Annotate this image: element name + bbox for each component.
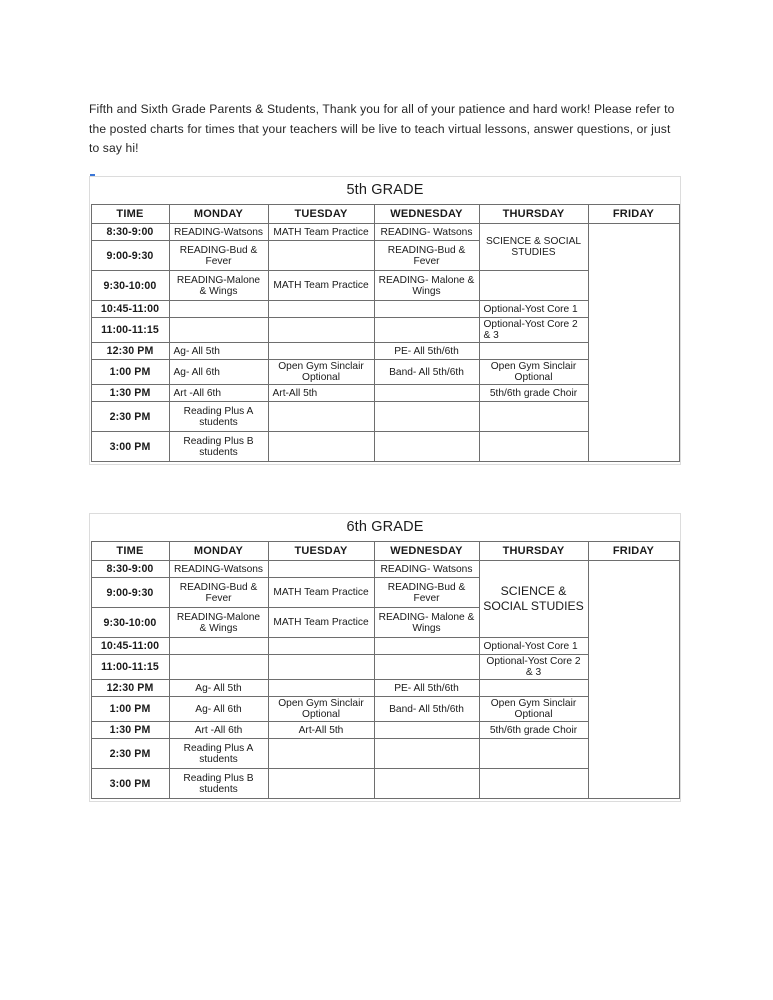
- cell-thu-8: [479, 402, 588, 432]
- cell-wed-7: [374, 722, 479, 739]
- cell-wed-9: [374, 769, 479, 799]
- cell-friday-empty: [588, 224, 679, 462]
- cell-mon-9: Reading Plus B students: [169, 769, 268, 799]
- time-label: 9:30-10:00: [91, 271, 169, 301]
- cell-tue-4: [268, 655, 374, 680]
- cell-wed-8: [374, 739, 479, 769]
- grade5-schedule-block: [89, 176, 681, 465]
- time-label: 1:30 PM: [91, 385, 169, 402]
- cell-tue-7: Art-All 5th: [268, 385, 374, 402]
- cell-wed-3: [374, 301, 479, 318]
- cell-wed-4: [374, 318, 479, 343]
- time-label: 10:45-11:00: [91, 301, 169, 318]
- time-label: 2:30 PM: [91, 402, 169, 432]
- time-label: 1:00 PM: [91, 697, 169, 722]
- time-label: 2:30 PM: [91, 739, 169, 769]
- cell-wed-0: READING- Watsons: [374, 561, 479, 578]
- cell-wed-6: Band- All 5th/6th: [374, 697, 479, 722]
- time-label: 9:00-9:30: [91, 241, 169, 271]
- column-header-monday: MONDAY: [169, 542, 268, 561]
- time-label: 11:00-11:15: [91, 655, 169, 680]
- cell-mon-3: [169, 638, 268, 655]
- grade5-title: 5th GRADE: [346, 182, 424, 198]
- cell-wed-1: READING-Bud & Fever: [374, 578, 479, 608]
- cell-mon-4: [169, 655, 268, 680]
- cell-thu-8: [479, 739, 588, 769]
- column-header-friday: FRIDAY: [588, 205, 679, 224]
- cell-mon-1: READING-Bud & Fever: [169, 578, 268, 608]
- column-header-time: TIME: [91, 542, 169, 561]
- cell-mon-5: Ag- All 5th: [169, 680, 268, 697]
- cell-thu-science-social: SCIENCE & SOCIAL STUDIES: [479, 561, 588, 638]
- cell-thu-science-social: SCIENCE & SOCIAL STUDIES: [479, 224, 588, 271]
- column-header-time: TIME: [91, 205, 169, 224]
- time-label: 3:00 PM: [91, 769, 169, 799]
- cell-thu-3: Optional-Yost Core 1: [479, 301, 588, 318]
- cell-thu-5: [479, 343, 588, 360]
- column-header-wednesday: WEDNESDAY: [374, 205, 479, 224]
- cell-tue-3: [268, 638, 374, 655]
- cell-mon-7: Art -All 6th: [169, 722, 268, 739]
- cell-wed-8: [374, 402, 479, 432]
- cell-tue-1: [268, 241, 374, 271]
- time-label: 3:00 PM: [91, 432, 169, 462]
- column-header-friday: FRIDAY: [588, 542, 679, 561]
- cell-tue-4: [268, 318, 374, 343]
- grade6-schedule-table: [91, 541, 680, 799]
- cell-tue-1: MATH Team Practice: [268, 578, 374, 608]
- time-label: 8:30-9:00: [91, 561, 169, 578]
- cell-tue-2: MATH Team Practice: [268, 271, 374, 301]
- cell-tue-5: [268, 343, 374, 360]
- cell-wed-4: [374, 655, 479, 680]
- time-label: 12:30 PM: [91, 680, 169, 697]
- cell-friday-empty: [588, 561, 679, 799]
- column-header-wednesday: WEDNESDAY: [374, 542, 479, 561]
- column-header-tuesday: TUESDAY: [268, 542, 374, 561]
- cell-wed-6: Band- All 5th/6th: [374, 360, 479, 385]
- cell-tue-3: [268, 301, 374, 318]
- time-label: 11:00-11:15: [91, 318, 169, 343]
- column-header-thursday: THURSDAY: [479, 205, 588, 224]
- cell-mon-2: READING-Malone & Wings: [169, 608, 268, 638]
- cell-mon-6: Ag- All 6th: [169, 697, 268, 722]
- table-row: [91, 561, 679, 578]
- time-label: 1:00 PM: [91, 360, 169, 385]
- cell-wed-3: [374, 638, 479, 655]
- cell-thu-5: [479, 680, 588, 697]
- cell-wed-5: PE- All 5th/6th: [374, 680, 479, 697]
- cell-wed-7: [374, 385, 479, 402]
- cell-thu-4: Optional-Yost Core 2 & 3: [479, 655, 588, 680]
- cell-thu-3: Optional-Yost Core 1: [479, 638, 588, 655]
- time-label: 12:30 PM: [91, 343, 169, 360]
- cell-tue-2: MATH Team Practice: [268, 608, 374, 638]
- cell-thu-7: 5th/6th grade Choir: [479, 722, 588, 739]
- cell-tue-0: [268, 561, 374, 578]
- cell-thu-6: Open Gym Sinclair Optional: [479, 697, 588, 722]
- cell-tue-6: Open Gym Sinclair Optional: [268, 697, 374, 722]
- grade6-title: 6th GRADE: [346, 519, 424, 535]
- cell-mon-0: READING-Watsons: [169, 224, 268, 241]
- cell-tue-9: [268, 432, 374, 462]
- cell-mon-2: READING-Malone & Wings: [169, 271, 268, 301]
- cell-mon-8: Reading Plus A students: [169, 402, 268, 432]
- cell-wed-9: [374, 432, 479, 462]
- time-label: 8:30-9:00: [91, 224, 169, 241]
- table-header-row: [91, 542, 679, 561]
- column-header-monday: MONDAY: [169, 205, 268, 224]
- cell-tue-9: [268, 769, 374, 799]
- cell-thu-7: 5th/6th grade Choir: [479, 385, 588, 402]
- cell-tue-8: [268, 739, 374, 769]
- cell-wed-5: PE- All 5th/6th: [374, 343, 479, 360]
- table-row: [91, 224, 679, 241]
- cell-wed-2: READING- Malone & Wings: [374, 608, 479, 638]
- table-header-row: [91, 205, 679, 224]
- cell-mon-1: READING-Bud & Fever: [169, 241, 268, 271]
- time-label: 9:30-10:00: [91, 608, 169, 638]
- cell-mon-9: Reading Plus B students: [169, 432, 268, 462]
- cell-tue-8: [268, 402, 374, 432]
- time-label: 1:30 PM: [91, 722, 169, 739]
- cell-thu-9: [479, 432, 588, 462]
- cell-tue-6: Open Gym Sinclair Optional: [268, 360, 374, 385]
- cell-thu-4: Optional-Yost Core 2 & 3: [479, 318, 588, 343]
- cell-mon-0: READING-Watsons: [169, 561, 268, 578]
- cell-mon-6: Ag- All 6th: [169, 360, 268, 385]
- intro-paragraph: Fifth and Sixth Grade Parents & Students, Thank you for all of your patience and hard work! Please refer to the posted charts for times that your teachers will be live to teach virtual lessons, answer questions, or just to say hi!: [89, 102, 675, 156]
- cell-wed-1: READING-Bud & Fever: [374, 241, 479, 271]
- cell-tue-0: MATH Team Practice: [268, 224, 374, 241]
- cell-mon-7: Art -All 6th: [169, 385, 268, 402]
- cell-thu-2: [479, 271, 588, 301]
- time-label: 9:00-9:30: [91, 578, 169, 608]
- time-label: 10:45-11:00: [91, 638, 169, 655]
- grade5-schedule-table: [91, 204, 680, 462]
- grade6-schedule-block: [89, 513, 681, 802]
- cell-tue-5: [268, 680, 374, 697]
- column-header-thursday: THURSDAY: [479, 542, 588, 561]
- cell-thu-9: [479, 769, 588, 799]
- cell-mon-4: [169, 318, 268, 343]
- column-header-tuesday: TUESDAY: [268, 205, 374, 224]
- cell-mon-3: [169, 301, 268, 318]
- cell-mon-8: Reading Plus A students: [169, 739, 268, 769]
- cell-tue-7: Art-All 5th: [268, 722, 374, 739]
- cell-thu-6: Open Gym Sinclair Optional: [479, 360, 588, 385]
- cell-wed-2: READING- Malone & Wings: [374, 271, 479, 301]
- cell-wed-0: READING- Watsons: [374, 224, 479, 241]
- cell-mon-5: Ag- All 5th: [169, 343, 268, 360]
